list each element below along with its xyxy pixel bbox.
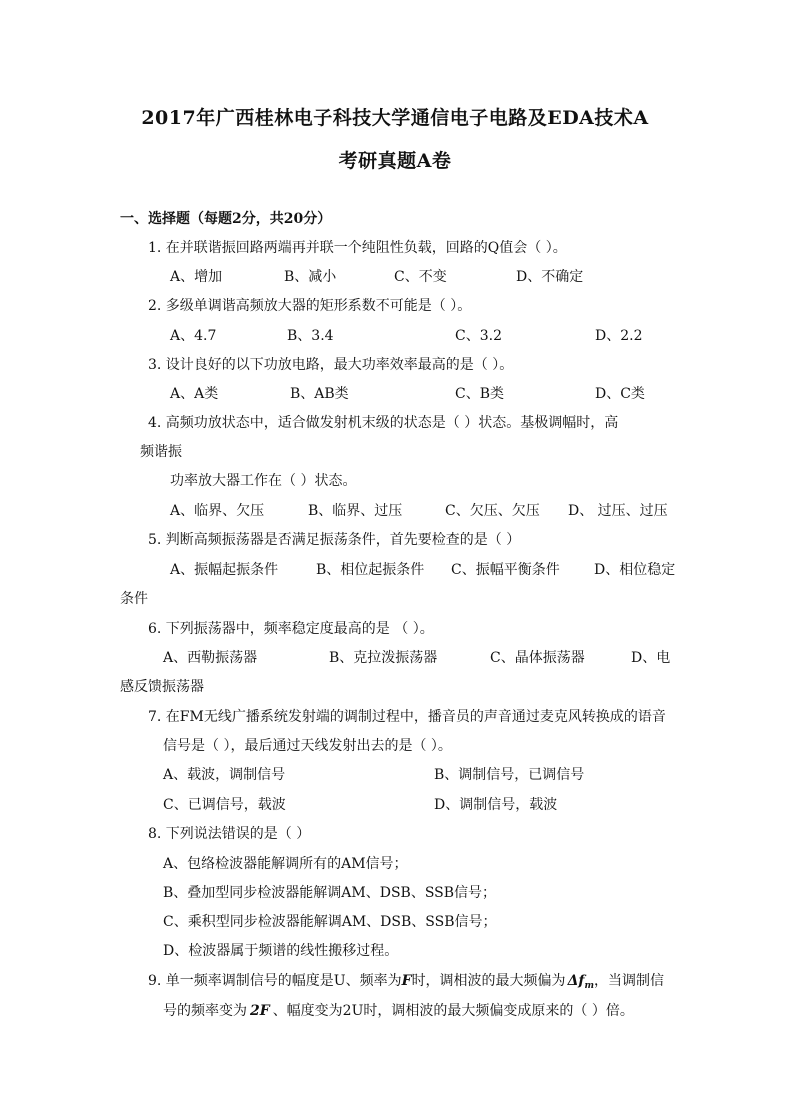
question-9-stem-line-2	[163, 1001, 634, 1021]
question-4-stem-line-1: 4. 高频功放状态中，适合做发射机末级的状态是（ ）状态。基极调幅时，高	[148, 415, 619, 431]
question-2-stem: 2. 多级单调谐高频放大器的矩形系数不可能是（ ）。	[148, 298, 472, 314]
question-4-option-c: C、欠压、欠压	[445, 503, 540, 519]
question-6-option-a: A、西勒振荡器	[163, 650, 258, 666]
question-4-stem-line-3: 功率放大器工作在（ ）状态。	[170, 473, 357, 489]
question-4-option-a: A、临界、欠压	[170, 503, 265, 519]
question-3-option-b: B、AB类	[290, 386, 349, 402]
question-7-option-d: D、调制信号，载波	[434, 797, 558, 813]
question-1-option-c: C、不变	[394, 269, 447, 285]
question-9-stem-line-1	[148, 971, 664, 996]
question-4-stem-line-2: 频谐振	[140, 444, 182, 460]
question-2-option-c: C、3.2	[455, 328, 502, 344]
question-7-stem-line-2: 信号是（ ），最后通过天线发射出去的是（ ）。	[163, 738, 452, 754]
question-5-option-c: C、振幅平衡条件	[451, 562, 560, 578]
document-title-line-2: 考研真题A卷	[338, 150, 452, 172]
question-7-stem-line-1: 7. 在FM无线广播系统发射端的调制过程中，播音员的声音通过麦克风转换成的语音	[148, 709, 666, 725]
question-8-option-a: A、包络检波器能解调所有的AM信号；	[163, 856, 408, 872]
question-6-option-c: C、晶体振荡器	[490, 650, 585, 666]
question-6-option-d: D、电	[631, 650, 671, 666]
question-7-option-a: A、载波，调制信号	[163, 767, 286, 783]
max-deviation-subscript: m	[584, 981, 594, 991]
section-heading: 一、选择题（每题2分，共20分）	[120, 211, 332, 227]
question-2-option-b: B、3.4	[287, 328, 334, 344]
question-8-stem: 8. 下列说法错误的是（ ）	[148, 826, 311, 842]
question-6-stem: 6. 下列振荡器中，频率稳定度最高的是 （ ）。	[148, 621, 434, 637]
question-5-option-b: B、相位起振条件	[316, 562, 425, 578]
question-3-stem: 3. 设计良好的以下功放电路，最大功率效率最高的是（ ）。	[148, 357, 514, 373]
question-9-text-g: 号的频率变为	[163, 1003, 247, 1019]
question-5-option-d: D、相位稳定	[594, 562, 676, 578]
question-3-option-d: D、C类	[595, 386, 645, 402]
question-2-option-d: D、2.2	[595, 328, 643, 344]
frequency-symbol-f: F	[401, 973, 412, 989]
question-6-option-b: B、克拉泼振荡器	[329, 650, 438, 666]
question-7-option-c: C、已调信号，载波	[163, 797, 286, 813]
question-3-option-a: A、A类	[170, 386, 219, 402]
question-4-option-d: D、 过压、过压	[568, 503, 668, 519]
document-title-line-1: 2017年广西桂林电子科技大学通信电子电路及EDA技术A	[141, 107, 649, 129]
question-1-option-b: B、减小	[284, 269, 337, 285]
question-8-option-d: D、检波器属于频谱的线性搬移过程。	[163, 943, 399, 959]
question-7-option-b: B、调制信号，已调信号	[434, 767, 585, 783]
question-8-option-b: B、叠加型同步检波器能解调AM、DSB、SSB信号；	[163, 885, 497, 901]
question-9-text-c: 时，调相波的最大频偏为	[411, 973, 566, 989]
question-1-option-a: A、增加	[170, 269, 223, 285]
question-1-option-d: D、不确定	[516, 269, 584, 285]
question-4-option-b: B、临界、过压	[308, 503, 403, 519]
frequency-symbol-2f: 2F	[250, 1003, 270, 1019]
question-5-stem: 5. 判断高频振荡器是否满足振荡条件，首先要检查的是（ ）	[148, 532, 521, 548]
question-9-text-a: 9. 单一频率调制信号的幅度是U、频率为	[148, 973, 402, 989]
question-5-option-a: A、振幅起振条件	[170, 562, 279, 578]
question-6-option-d-wrap: 感反馈振荡器	[120, 679, 204, 695]
question-9-text-f: ，当调制信	[593, 973, 664, 989]
question-8-option-c: C、乘积型同步检波器能解调AM、DSB、SSB信号；	[163, 914, 497, 930]
question-5-option-d-wrap: 条件	[120, 591, 148, 607]
question-3-option-c: C、B类	[455, 386, 504, 402]
max-deviation-symbol: Δf	[567, 973, 585, 989]
question-1-stem: 1. 在并联谐振回路两端再并联一个纯阻性负载，回路的Q值会（ ）。	[148, 240, 567, 256]
question-9-text-i: 、幅度变为2U时，调相波的最大频偏变成原来的（ ）倍。	[272, 1003, 634, 1019]
question-2-option-a: A、4.7	[170, 328, 217, 344]
